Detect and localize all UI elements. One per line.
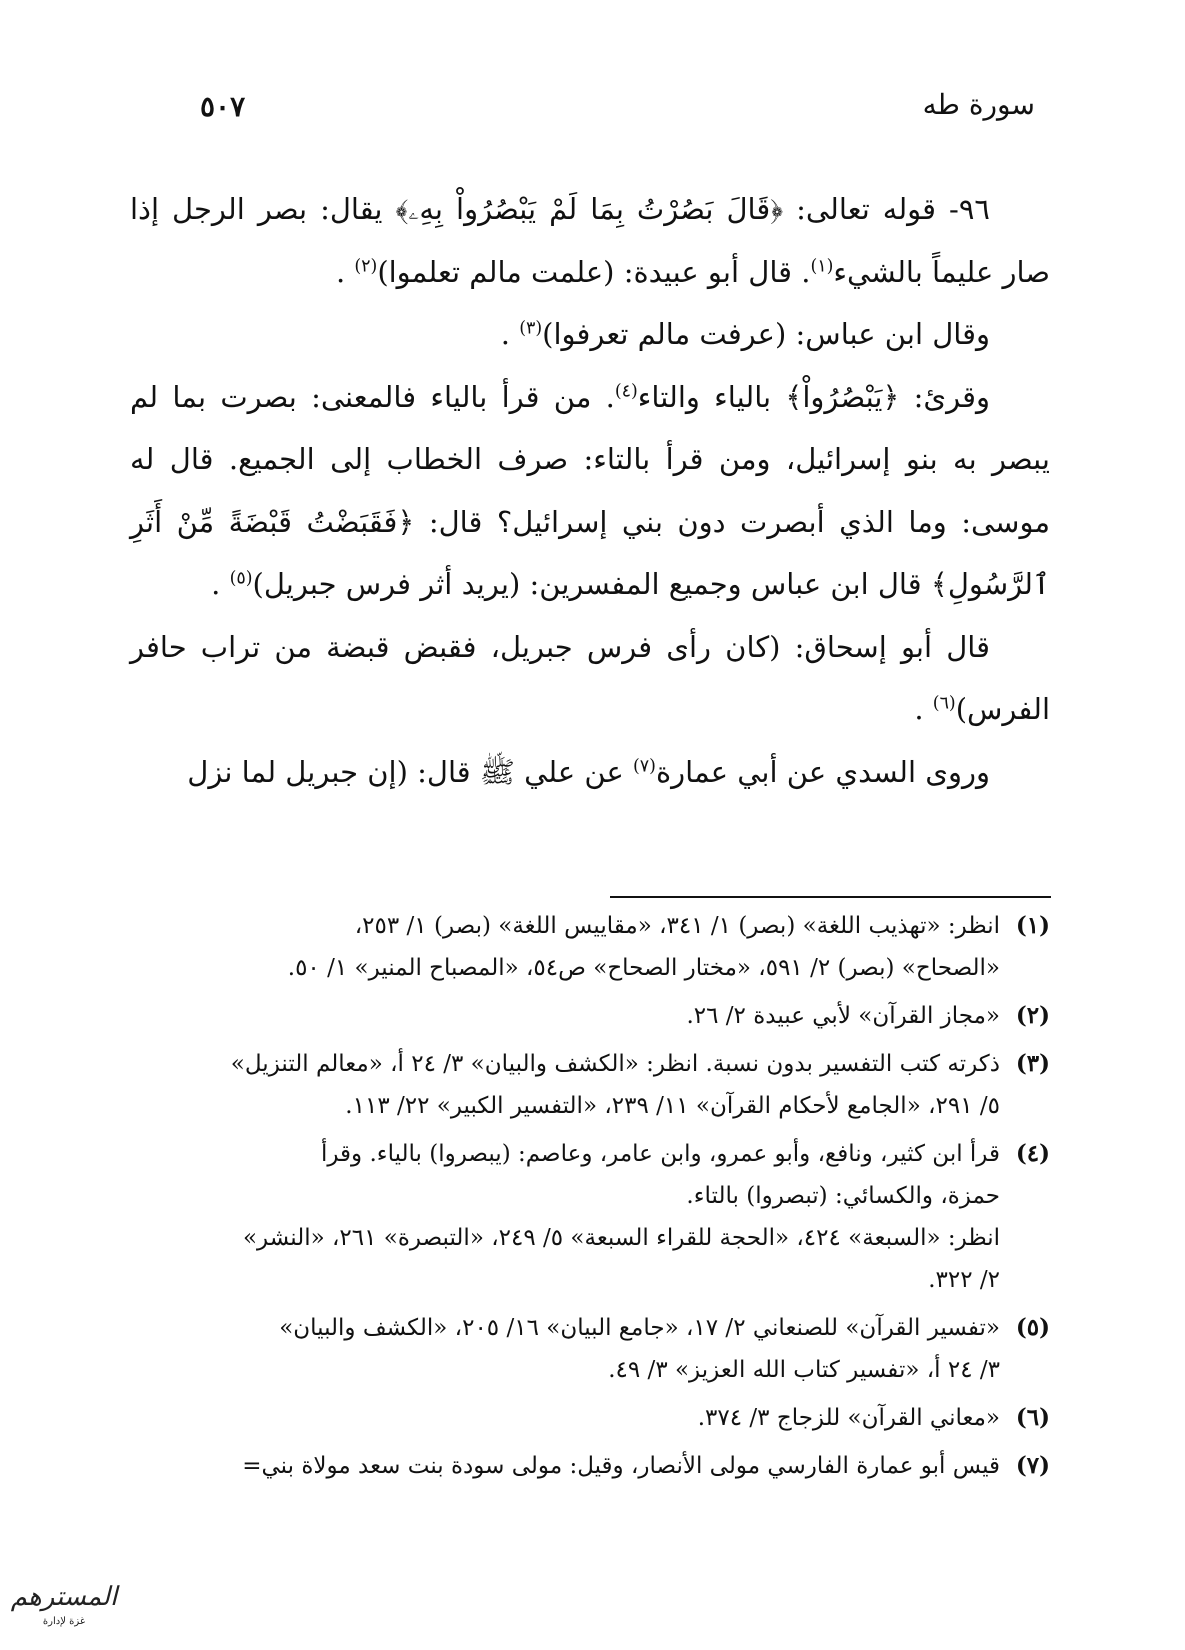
- footnote-ref: (٢): [354, 255, 378, 276]
- paragraph-text: . من قرأ بالياء فالمعنى: بصرت بما لم يبصر به بنو إسرائيل، ومن قرأ بالتاء: صرف الخطاب إلى الجميع. قال له موسى: وما الذي أبصرت دون بني إسرائيل؟ قال: ﴿فَقَبَضْتُ قَبْضَةً مِّنْ أَثَرِ ٱلرَّسُولِ﴾ قال ابن عباس وجميع المفسرين: (يريد أثر فرس جبريل): [130, 379, 1050, 601]
- watermark-small-text: غزة لإدارة: [42, 1616, 86, 1627]
- paragraph-text: . قال أبو عبيدة: (علمت مالم تعلموا): [377, 254, 811, 289]
- footnote-body: [130, 995, 1000, 1037]
- footnote-body: [130, 905, 1000, 989]
- paragraph-text: ٩٦- قوله تعالى: ﴿قَالَ بَصُرْتُ بِمَا لَمْ يَبْصُرُواْ بِهِۦ﴾ يقال: بصر الرجل إذا صار عليماً بالشيء: [130, 192, 1050, 289]
- paragraph-ibn-abbas: [130, 303, 1050, 366]
- footnote-ref: (٤): [614, 380, 638, 401]
- footnote-3: [130, 1043, 1050, 1127]
- footnote-line: انظر: «تهذيب اللغة» (بصر) ١/ ٣٤١، «مقاييس اللغة» (بصر) ١/ ٢٥٣،: [354, 913, 1000, 939]
- footnote-body: [130, 1445, 1000, 1487]
- footnote-2: [130, 995, 1050, 1037]
- footnote-line: انظر: «السبعة» ٤٢٤، «الحجة للقراء السبعة» ٥/ ٢٤٩، «التبصرة» ٢٦١، «النشر»: [242, 1225, 1000, 1251]
- footnote-number: (٤): [1015, 1140, 1050, 1167]
- page-header: [130, 88, 1035, 138]
- main-text: [130, 178, 1050, 803]
- footnote-1: [130, 905, 1050, 989]
- page-number: ٥٠٧: [200, 90, 246, 123]
- footnote-line: ٥/ ٢٩١، «الجامع لأحكام القرآن» ١١/ ٢٣٩، «التفسير الكبير» ٢٢/ ١١٣.: [345, 1093, 1000, 1119]
- footnote-line: قيس أبو عمارة الفارسي مولى الأنصار، وقيل: مولى سودة بنت سعد مولاة بني=: [242, 1453, 1000, 1479]
- footnote-ref: (٥): [229, 568, 253, 589]
- paragraph-abu-ishaq: [130, 616, 1050, 741]
- footnote-body: [130, 1397, 1000, 1439]
- footnote-number: (٥): [1015, 1314, 1050, 1341]
- surah-title: سورة طه: [922, 88, 1035, 121]
- paragraph-text: .: [500, 317, 520, 351]
- footnote-4: [130, 1133, 1050, 1301]
- footnote-line: ٣/ ٢٤ أ، «تفسير كتاب الله العزيز» ٣/ ٤٩.: [608, 1357, 1000, 1383]
- footnote-body: [130, 1307, 1000, 1391]
- paragraph-text: .: [211, 567, 230, 601]
- footnote-number: (١): [1015, 912, 1050, 939]
- paragraph-text: عن علي ﷺ قال: (إن جبريل لما نزل: [187, 754, 633, 789]
- paragraph-text: وروى السدي عن أبي عمارة: [655, 754, 990, 789]
- footnote-ref: (١): [810, 255, 834, 276]
- footnote-line: ٢/ ٣٢٢.: [928, 1267, 1000, 1293]
- footnote-ref: (٣): [519, 318, 543, 339]
- paragraph-text: قال أبو إسحاق: (كان رأى فرس جبريل، فقبض قبضة من تراب حافر الفرس): [130, 629, 1050, 726]
- paragraph-text: وقال ابن عباس: (عرفت مالم تعرفوا): [542, 317, 990, 351]
- footnote-ref: (٧): [633, 755, 656, 776]
- footnote-line: «مجاز القرآن» لأبي عبيدة ٢/ ٢٦.: [686, 1003, 1000, 1029]
- footnote-number: (٦): [1015, 1404, 1050, 1431]
- footnote-line: قرأ ابن كثير، ونافع، وأبو عمرو، وابن عامر، وعاصم: (يبصروا) بالياء. وقرأ: [320, 1141, 1000, 1167]
- watermark-text: المسترهم: [10, 1582, 118, 1612]
- paragraph-text: .: [335, 254, 355, 289]
- footnote-body: [130, 1133, 1000, 1301]
- footnote-line: «الصحاح» (بصر) ٢/ ٥٩١، «مختار الصحاح» ص٥٤، «المصباح المنير» ١/ ٥٠.: [287, 955, 1000, 981]
- footnote-divider: [610, 896, 1051, 898]
- footnote-number: (٢): [1015, 1002, 1050, 1029]
- footnote-line: «معاني القرآن» للزجاج ٣/ ٣٧٤.: [697, 1405, 1000, 1431]
- footnote-line: حمزة، والكسائي: (تبصروا) بالتاء.: [686, 1183, 1000, 1209]
- paragraph-qiraat: [130, 366, 1050, 616]
- footnote-6: [130, 1397, 1050, 1439]
- footnotes: [130, 905, 1050, 1493]
- footnote-number: (٧): [1015, 1452, 1050, 1479]
- footnote-5: [130, 1307, 1050, 1391]
- footnote-body: [130, 1043, 1000, 1127]
- watermark-logo: [8, 1578, 120, 1638]
- paragraph-suddi: [130, 741, 1050, 804]
- footnote-number: (٣): [1015, 1050, 1050, 1077]
- footnote-line: «تفسير القرآن» للصنعاني ٢/ ١٧، «جامع البيان» ١٦/ ٢٠٥، «الكشف والبيان»: [279, 1315, 1000, 1341]
- paragraph-text: .: [914, 692, 933, 726]
- paragraph-verse-96: [130, 178, 1050, 303]
- footnote-7: [130, 1445, 1050, 1487]
- paragraph-text: وقرئ: ﴿يَبْصُرُواْ﴾ بالياء والتاء: [637, 379, 990, 414]
- footnote-line: ذكرته كتب التفسير بدون نسبة. انظر: «الكشف والبيان» ٣/ ٢٤ أ، «معالم التنزيل»: [230, 1051, 1000, 1077]
- footnote-ref: (٦): [932, 693, 956, 714]
